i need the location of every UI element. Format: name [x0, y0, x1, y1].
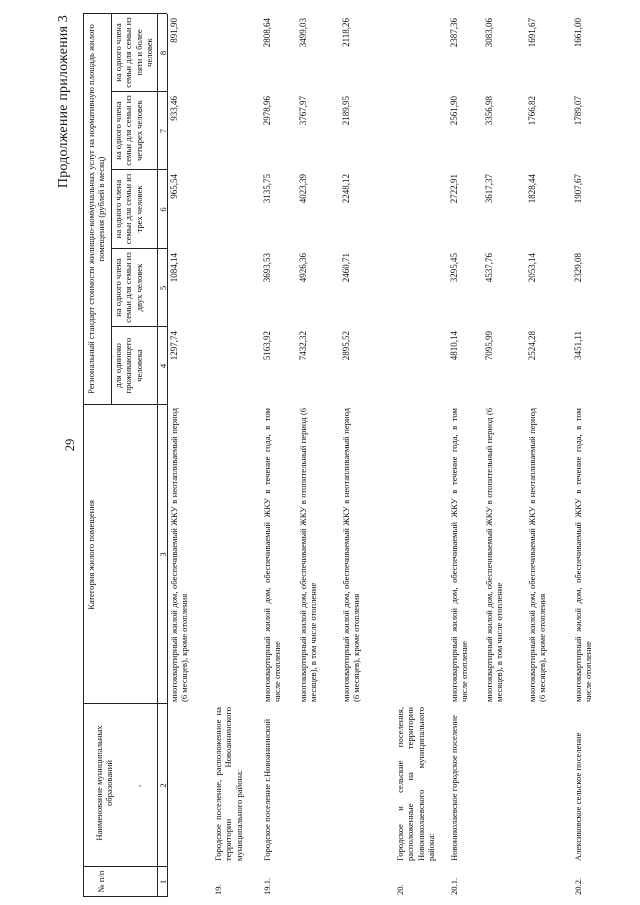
value-single: 1297,74 — [169, 331, 179, 361]
header-municipality: Наименование муниципальных образований — [94, 725, 115, 841]
category-cell: многоквартирный жилой дом, обеспечиваемый ЖКУ в отопительный период (6 месяцев), в том числе отопление — [484, 408, 505, 702]
col-divider-1 — [83, 866, 167, 867]
municipality-cell: Городское поселение г.Новоаннинский — [262, 718, 272, 861]
border-left — [83, 896, 167, 897]
page-number: 29 — [63, 438, 77, 452]
header-family-of-three: на одного члена семьи для семьи из трех человек — [113, 173, 144, 245]
value-two: 2053,14 — [527, 253, 537, 283]
value-two: 1084,14 — [169, 253, 179, 283]
municipality-cell: Алексиковское сельское поселение — [573, 732, 583, 861]
value-five: 1661,00 — [573, 18, 583, 48]
category-cell: многоквартирный жилой дом, обеспечиваемый ЖКУ в отопительный период (6 месяцев), в том числе отопление — [298, 408, 319, 702]
value-four: 2978,96 — [262, 96, 272, 126]
value-two: 2329,08 — [573, 253, 583, 283]
municipality-cell: Новониколаевское городское поселение — [449, 715, 459, 861]
value-single: 2524,28 — [527, 331, 537, 361]
col-number-2: 2 — [158, 783, 168, 788]
value-three: 3135,75 — [262, 174, 272, 204]
header-single-person: для одиноко проживающего человека — [113, 337, 144, 394]
value-four: 3767,97 — [298, 96, 308, 126]
value-four: 2561,90 — [449, 96, 459, 126]
value-four: 3356,98 — [484, 96, 494, 126]
col-divider-3 — [83, 404, 167, 405]
value-five: 891,90 — [169, 18, 179, 43]
row-number-20-2: 20.2. — [573, 877, 583, 895]
col-divider-2 — [83, 703, 167, 704]
value-single: 4810,14 — [449, 331, 459, 361]
value-two: 3693,53 — [262, 253, 272, 283]
value-two: 4926,36 — [298, 253, 308, 283]
value-three: 4023,39 — [298, 174, 308, 204]
value-three: 2722,91 — [449, 174, 459, 204]
value-single: 7095,99 — [484, 331, 494, 361]
category-cell: многоквартирный жилой дом, обеспечиваемый ЖКУ в течение года, в том числе отопление — [449, 408, 470, 702]
value-three: 1907,67 — [573, 174, 583, 204]
value-five: 2118,26 — [341, 18, 351, 47]
header-family-of-four: на одного члена семьи для семьи из четырех человек — [113, 95, 144, 166]
row-number-20-1: 20.1. — [449, 877, 459, 895]
col-number-8: 8 — [158, 50, 168, 56]
municipality-cell: Городское поселение, расположенное на территории Новоаннинского муниципального района: — [213, 707, 244, 861]
value-two: 4537,76 — [484, 253, 494, 283]
standard-header-underline — [111, 14, 112, 405]
col-number-5: 5 — [158, 285, 168, 291]
header-family-of-two: на одного члена семьи для семьи из двух человек — [113, 252, 144, 323]
col-number-3: 3 — [158, 552, 168, 557]
value-four: 1789,07 — [573, 96, 583, 126]
header-category: Категория жилого помещения — [86, 500, 96, 610]
value-four: 2189,95 — [341, 96, 351, 126]
value-five: 3083,06 — [484, 18, 494, 48]
value-two: 3295,45 — [449, 253, 459, 283]
municipality-cell: Городское и сельские поселения, расположенные на территории Новониколаевского муниципального района: — [395, 707, 437, 861]
value-five: 2808,64 — [262, 18, 272, 48]
table-top-border — [83, 14, 84, 897]
appendix-title: Продолжение приложения 3 — [56, 15, 71, 189]
value-single: 3451,11 — [573, 331, 583, 360]
row-number-19-1: 19.1. — [262, 877, 272, 895]
category-cell: многоквартирный жилой дом, обеспечиваемый ЖКУ в неотапливаемый период (6 месяцев), кроме отопления — [527, 408, 548, 702]
value-three: 3617,37 — [484, 174, 494, 204]
col-number-6: 6 — [158, 207, 168, 212]
value-four: 933,46 — [169, 96, 179, 121]
header-number: № п/п — [96, 870, 106, 893]
category-cell: многоквартирный жилой дом, обеспечиваемый ЖКУ в течение года, в том числе отопление — [573, 408, 594, 702]
value-single: 2895,52 — [341, 331, 351, 361]
category-cell: многоквартирный жилой дом, обеспечиваемый ЖКУ в неотапливаемый период (6 месяцев), кроме отопления — [341, 408, 362, 702]
value-five: 1691,67 — [527, 18, 537, 48]
value-single: 5163,92 — [262, 331, 272, 361]
col-number-7: 7 — [158, 128, 168, 134]
value-five: 2387,36 — [449, 18, 459, 48]
col-number-4: 4 — [158, 363, 168, 369]
value-three: 1828,44 — [527, 174, 537, 204]
category-cell: многоквартирный жилой дом, обеспечиваемый ЖКУ в течение года, в том числе отопление — [262, 408, 283, 702]
row-number-20: 20. — [395, 884, 405, 895]
value-three: 2248,12 — [341, 174, 351, 204]
header-regional-standard: Региональный стандарт стоимости жилищно-коммунальных услуг на нормативную площадь жилого помещения (рублей в месяц) — [86, 24, 107, 394]
row-number-19: 19. — [213, 884, 223, 895]
value-four: 1766,82 — [527, 96, 537, 126]
value-five: 3499,03 — [298, 18, 308, 48]
value-three: 965,54 — [169, 174, 179, 199]
value-two: 2460,71 — [341, 253, 351, 283]
category-cell: многоквартирный жилой дом, обеспечиваемый ЖКУ в неотапливаемый период (6 месяцев), кроме отопления — [169, 408, 190, 702]
header-family-of-five: на одного члена семьи для семьи из пяти и более человек — [113, 17, 155, 88]
col-number-1: 1 — [158, 879, 168, 885]
stray-mark: , — [132, 784, 142, 787]
value-single: 7432,32 — [298, 331, 308, 361]
